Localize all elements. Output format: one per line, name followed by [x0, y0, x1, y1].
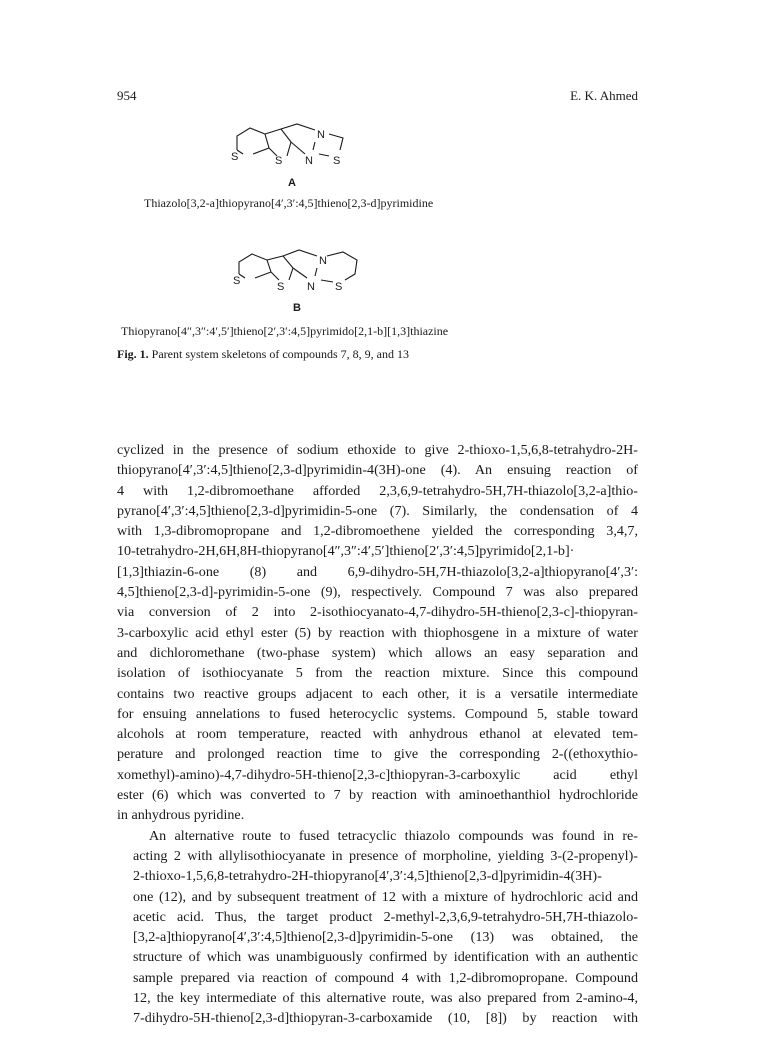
structure-b-name: Thiopyrano[4″,3″:4′,5′]thieno[2′,3′:4,5]pyrimido[2,1-b][1,3]thiazine — [121, 324, 449, 338]
text-line: for ensuing annelations to fused heterocyclic systems. Compound 5, stable toward — [117, 705, 638, 722]
text-line: pyrano[4′,3′:4,5]thieno[2,3-d]pyrimidin-5-one (7). Similarly, the condensation of 4 — [117, 502, 638, 519]
text-line: 12, the key intermediate of this alternative route, was also prepared from 2-amino-4, — [133, 990, 638, 1007]
text-line: xomethyl)-amino)-4,7-dihydro-5H-thieno[2,3-c]thiopyran-3-carboxylic acid ethyl — [117, 766, 638, 783]
text-line: alcohols at room temperature, reacted with anhydrous ethanol at elevated tem- — [117, 726, 638, 743]
atom-s: S — [233, 275, 241, 287]
figure-caption — [117, 347, 409, 362]
atom-n: N — [305, 155, 313, 167]
atom-s: S — [335, 281, 343, 293]
atom-s: S — [277, 281, 285, 293]
text-line: with 1,3-dibromopropane and 1,2-dibromoethene yielded the corresponding 3,4,7, — [117, 523, 638, 540]
text-line: 3-carboxylic acid ethyl ester (5) by reaction with thiophosgene in a mixture of water — [117, 624, 638, 641]
text-line: and dichloromethane (two-phase system) which allows an easy separation and — [117, 644, 638, 661]
figure-caption-text: Parent system skeletons of compounds 7, 8, 9, and 13 — [151, 347, 409, 361]
atom-n: N — [317, 129, 325, 141]
text-line: isolation of isothiocyanate 5 from the reaction mixture. Since this compound — [117, 665, 638, 682]
structure-a-name: Thiazolo[3,2-a]thiopyrano[4′,3′:4,5]thieno[2,3-d]pyrimidine — [144, 196, 434, 210]
text-line: sample prepared via reaction of compound 4 with 1,2-dibromopropane. Compound — [133, 969, 638, 986]
text-line: [1,3]thiazin-6-one (8) and 6,9-dihydro-5H,7H-thiazolo[3,2-a]thiopyrano[4′,3′: — [117, 563, 638, 580]
text-line: in anhydrous pyridine. — [117, 807, 245, 824]
text-line: thiopyrano[4′,3′:4,5]thieno[2,3-d]pyrimidin-4(3H)-one (4). An ensuing reaction of — [117, 462, 638, 479]
page-number: 954 — [117, 88, 137, 103]
atom-s: S — [231, 151, 239, 163]
text-line: via conversion of 2 into 2-isothiocyanato-4,7-dihydro-5H-thieno[2,3-c]-thiopyran- — [117, 604, 638, 621]
text-line: contains two reactive groups adjacent to each other, it is a versatile intermediate — [117, 685, 638, 702]
text-line: 4,5]thieno[2,3-d]-pyrimidin-5-one (9), respectively. Compound 7 was also prepared — [117, 584, 638, 601]
page-header — [117, 88, 638, 106]
atom-s: S — [275, 155, 283, 167]
body-text — [117, 440, 638, 1029]
text-line: structure of which was unambiguously confirmed by identification with an authentic — [133, 949, 638, 966]
text-line: acetic acid. Thus, the target product 2-methyl-2,3,6,9-tetrahydro-5H,7H-thiazolo- — [133, 908, 638, 925]
text-line: ester (6) which was converted to 7 by reaction with aminoethanthiol hydrochloride — [117, 787, 638, 804]
atom-s: S — [333, 155, 341, 167]
text-line: 2-thioxo-1,5,6,8-tetrahydro-2H-thiopyrano[4′,3′:4,5]thieno[2,3-d]pyrimidin-4(3H)- — [133, 868, 602, 885]
structure-b-skeleton — [227, 248, 372, 296]
text-line: cyclized in the presence of sodium ethoxide to give 2-thioxo-1,5,6,8-tetrahydro-2H- — [117, 442, 638, 458]
text-line: one (12), and by subsequent treatment of 12 with a mixture of hydrochloric acid and — [133, 888, 638, 905]
figure-caption-prefix: Fig. 1. — [117, 347, 149, 361]
structure-a-skeleton — [225, 118, 365, 178]
paragraph-2 — [117, 826, 638, 1029]
text-line: 4 with 1,2-dibromoethane afforded 2,3,6,9-tetrahydro-5H,7H-thiazolo[3,2-a]thio- — [117, 482, 638, 499]
running-head: E. K. Ahmed — [570, 88, 638, 103]
atom-n: N — [307, 281, 315, 293]
text-line: acting 2 with allylisothiocyanate in presence of morpholine, yielding 3-(2-propenyl)- — [133, 847, 638, 864]
text-line: 7-dihydro-5H-thieno[2,3-d]thiopyran-3-carboxamide (10, [8]) by reaction with — [133, 1010, 638, 1027]
structure-b — [227, 248, 372, 296]
text-line: An alternative route to fused tetracyclic thiazolo compounds was found in re- — [149, 827, 638, 844]
text-line: [3,2-a]thiopyrano[4′,3′:4,5]thieno[2,3-d]pyrimidin-5-one (13) was obtained, the — [133, 929, 638, 946]
structure-a-label: A — [288, 177, 296, 189]
paragraph-1 — [117, 440, 638, 826]
atom-n: N — [319, 255, 327, 267]
structure-b-label: B — [293, 302, 301, 314]
text-line: perature and prolonged reaction time to give the corresponding 2-((ethoxythio- — [117, 746, 638, 763]
text-line: 10-tetrahydro-2H,6H,8H-thiopyrano[4″,3″:4′,5′]thieno[2′,3′:4,5]pyrimido[2,1-b]· — [117, 543, 575, 560]
structure-a — [225, 118, 365, 178]
